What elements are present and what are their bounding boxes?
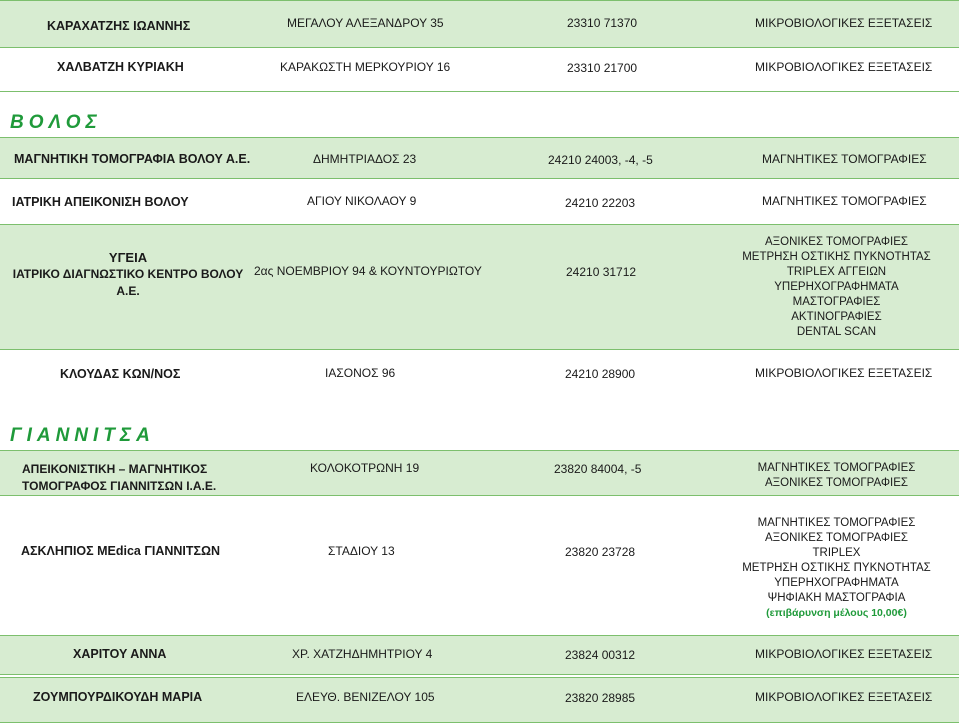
provider-service: ΜΑΓΝΗΤΙΚΕΣ ΤΟΜΟΓΡΑΦΙΕΣ	[762, 194, 927, 208]
provider-phone: 23310 21700	[567, 61, 638, 75]
provider-address: ΧΡ. ΧΑΤΖΗΔΗΜΗΤΡΙΟΥ 4	[292, 647, 433, 661]
service-item: ΜΑΣΤΟΓΡΑΦΙΕΣ	[792, 296, 881, 308]
provider-name: ΧΑΛΒΑΤΖΗ ΚΥΡΙΑΚΗ	[57, 60, 184, 74]
provider-name: ΚΛΟΥΔΑΣ ΚΩΝ/ΝΟΣ	[60, 367, 181, 381]
provider-name: ΧΑΡΙΤΟΥ ΑΝΝΑ	[73, 647, 167, 661]
provider-phone: 24210 28900	[565, 367, 636, 381]
service-item: TRIPLEX	[812, 547, 861, 559]
provider-name: ΙΑΤΡΙΚΗ ΑΠΕΙΚΟΝΙΣΗ ΒΟΛΟΥ	[12, 195, 189, 209]
service-item: TRIPLEX ΑΓΓΕΙΩΝ	[786, 266, 887, 278]
service-item: ΑΞΟΝΙΚΕΣ ΤΟΜΟΓΡΑΦΙΕΣ	[765, 477, 908, 489]
provider-service: ΜΙΚΡΟΒΙΟΛΟΓΙΚΕΣ ΕΞΕΤΑΣΕΙΣ	[755, 60, 933, 74]
service-item: ΜΕΤΡΗΣΗ ΟΣΤΙΚΗΣ ΠΥΚΝΟΤΗΤΑΣ	[742, 251, 931, 263]
provider-address: 2ας ΝΟΕΜΒΡΙΟΥ 94 & ΚΟΥΝΤΟΥΡΙΩΤΟΥ	[254, 264, 482, 278]
provider-name: ΚΑΡΑΧΑΤΖΗΣ ΙΩΑΝΝΗΣ	[47, 19, 191, 33]
service-item: DENTAL SCAN	[796, 326, 877, 338]
provider-address: ΔΗΜΗΤΡΙΑΔΟΣ 23	[313, 152, 417, 166]
provider-name-line1: ΑΠΕΙΚΟΝΙΣΤΙΚΗ – ΜΑΓΝΗΤΙΚΟΣ	[22, 462, 208, 476]
member-surcharge-note: (επιβάρυνση μέλους 10,00€)	[766, 607, 907, 619]
provider-name-line3: Α.Ε.	[116, 284, 140, 298]
provider-address: ΙΑΣΟΝΟΣ 96	[325, 366, 396, 380]
provider-phone: 24210 22203	[565, 196, 636, 210]
provider-phone: 23820 23728	[565, 545, 636, 559]
city-heading-giannitsa: ΓΙΑΝΝΙΤΣΑ	[10, 425, 155, 446]
service-item: ΥΠΕΡΗΧΟΓΡΑΦΗΜΑΤΑ	[774, 577, 899, 589]
provider-service: ΜΙΚΡΟΒΙΟΛΟΓΙΚΕΣ ΕΞΕΤΑΣΕΙΣ	[755, 366, 933, 380]
service-item: ΜΕΤΡΗΣΗ ΟΣΤΙΚΗΣ ΠΥΚΝΟΤΗΤΑΣ	[742, 562, 931, 574]
service-item: ΨΗΦΙΑΚΗ ΜΑΣΤΟΓΡΑΦΙΑ	[767, 592, 906, 604]
service-item: ΑΞΟΝΙΚΕΣ ΤΟΜΟΓΡΑΦΙΕΣ	[765, 236, 908, 248]
service-item: ΥΠΕΡΗΧΟΓΡΑΦΗΜΑΤΑ	[774, 281, 899, 293]
provider-service: ΜΑΓΝΗΤΙΚΕΣ ΤΟΜΟΓΡΑΦΙΕΣ	[762, 152, 927, 166]
provider-name-line2: ΙΑΤΡΙΚΟ ΔΙΑΓΝΩΣΤΙΚΟ ΚΕΝΤΡΟ ΒΟΛΟΥ	[12, 267, 244, 281]
provider-name-line1: ΥΓΕΙΑ	[108, 250, 148, 265]
service-item: ΜΑΓΝΗΤΙΚΕΣ ΤΟΜΟΓΡΑΦΙΕΣ	[757, 462, 916, 474]
service-item: ΑΞΟΝΙΚΕΣ ΤΟΜΟΓΡΑΦΙΕΣ	[765, 532, 908, 544]
provider-phone: 24210 31712	[566, 265, 637, 279]
service-item: ΜΑΓΝΗΤΙΚΕΣ ΤΟΜΟΓΡΑΦΙΕΣ	[757, 517, 916, 529]
provider-phone: 23824 00312	[565, 648, 636, 662]
provider-address: ΚΟΛΟΚΟΤΡΩΝΗ 19	[310, 461, 420, 475]
provider-phone: 23820 28985	[565, 691, 636, 705]
provider-service: ΜΙΚΡΟΒΙΟΛΟΓΙΚΕΣ ΕΞΕΤΑΣΕΙΣ	[755, 647, 933, 661]
service-item: ΑΚΤΙΝΟΓΡΑΦΙΕΣ	[791, 311, 882, 323]
provider-services-list	[724, 461, 949, 491]
provider-phone: 24210 24003, -4, -5	[548, 153, 653, 167]
provider-address: ΜΕΓΑΛΟΥ ΑΛΕΞΑΝΔΡΟΥ 35	[287, 16, 444, 30]
provider-name: ΜΑΓΝΗΤΙΚΗ ΤΟΜΟΓΡΑΦΙΑ ΒΟΛΟΥ Α.Ε.	[14, 152, 251, 166]
provider-address: ΣΤΑΔΙΟΥ 13	[328, 544, 395, 558]
provider-address: ΕΛΕΥΘ. ΒΕΝΙΖΕΛΟΥ 105	[296, 690, 435, 704]
provider-services-list	[724, 516, 949, 621]
provider-name-line2: ΤΟΜΟΓΡΑΦΟΣ ΓΙΑΝΝΙΤΣΩΝ Ι.Α.Ε.	[22, 479, 217, 493]
provider-address: ΑΓΙΟΥ ΝΙΚΟΛΑΟΥ 9	[307, 194, 417, 208]
provider-service: ΜΙΚΡΟΒΙΟΛΟΓΙΚΕΣ ΕΞΕΤΑΣΕΙΣ	[755, 690, 933, 704]
city-heading-volos: ΒΟΛΟΣ	[10, 112, 102, 133]
provider-name: ΑΣΚΛΗΠΙΟΣ MEdica ΓΙΑΝΝΙΤΣΩΝ	[21, 544, 221, 558]
provider-name: ΖΟΥΜΠΟΥΡΔΙΚΟΥΔΗ ΜΑΡΙΑ	[33, 690, 203, 704]
provider-phone: 23820 84004, -5	[554, 462, 642, 476]
provider-services-list	[724, 235, 949, 340]
provider-service: ΜΙΚΡΟΒΙΟΛΟΓΙΚΕΣ ΕΞΕΤΑΣΕΙΣ	[755, 16, 933, 30]
provider-phone: 23310 71370	[567, 16, 638, 30]
provider-address: ΚΑΡΑΚΩΣΤΗ ΜΕΡΚΟΥΡΙΟΥ 16	[280, 60, 451, 74]
